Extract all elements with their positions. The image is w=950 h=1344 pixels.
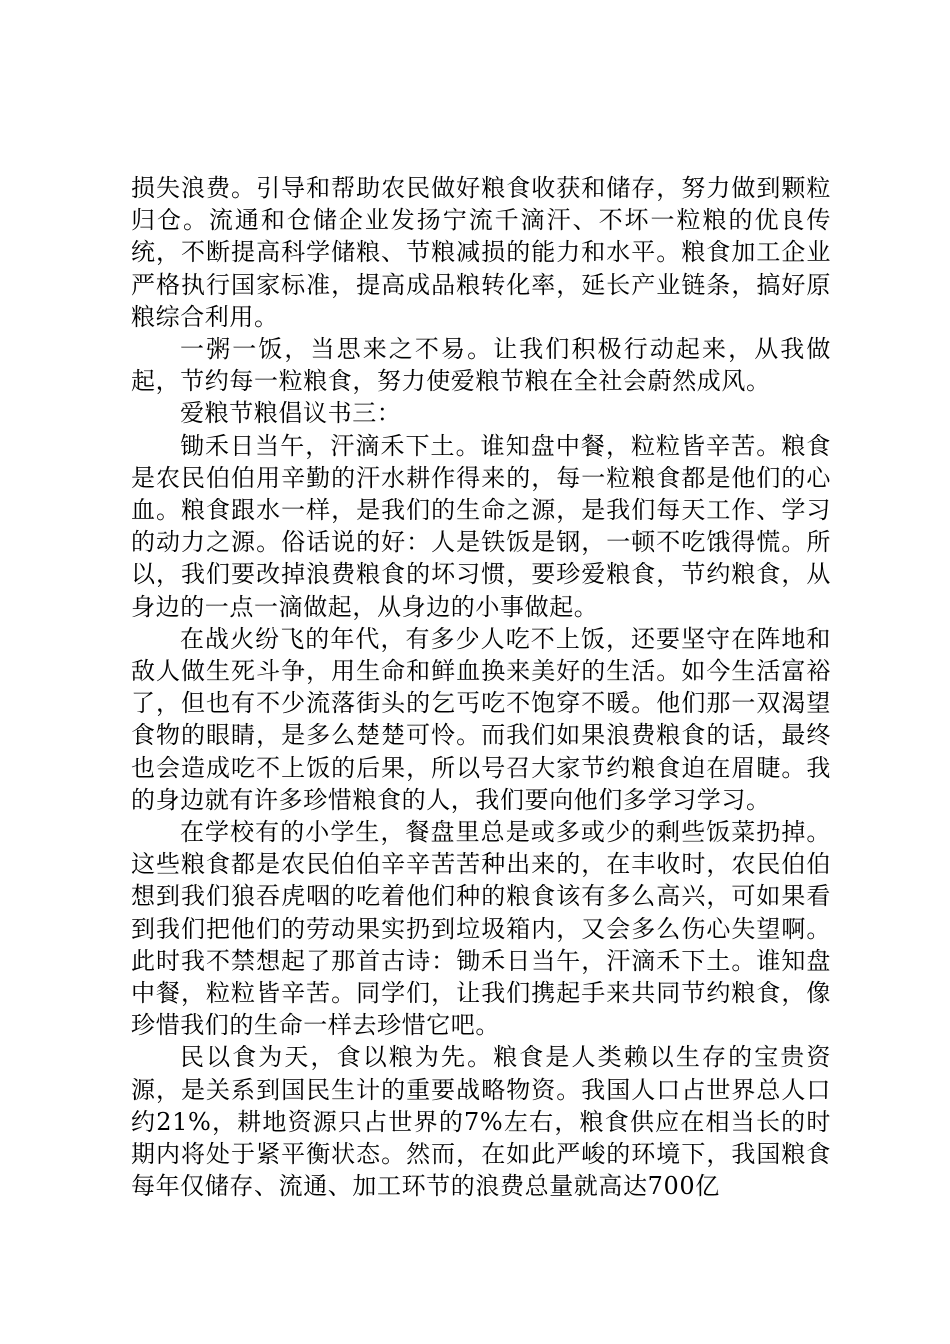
paragraph-school: 在学校有的小学生，餐盘里总是或多或少的剩些饭菜扔掉。这些粮食都是农民伯伯辛辛苦苦种出来的，在丰收时，农民伯伯想到我们狼吞虎咽的吃着他们种的粮食该有多么高兴，可如果看到我们把他们的劳动果实扔到垃圾箱内，又会多么伤心失望啊。此时我不禁想起了那首古诗：锄禾日当午，汗滴禾下土。谁知盘中餐，粒粒皆辛苦。同学们，让我们携起手来共同节约粮食，像珍惜我们的生命一样去珍惜它吧。 <box>131 818 831 1040</box>
document-page <box>131 172 831 1203</box>
paragraph-poem-intro: 锄禾日当午，汗滴禾下土。谁知盘中餐，粒粒皆辛苦。粮食是农民伯伯用辛勤的汗水耕作得来的，每一粒粮食都是他们的心血。粮食跟水一样，是我们的生命之源，是我们每天工作、学习的动力之源。俗话说的好：人是铁饭是钢，一顿不吃饿得慌。所以，我们要改掉浪费粮食的坏习惯，要珍爱粮食，节约粮食，从身边的一点一滴做起，从身边的小事做起。 <box>131 431 831 621</box>
paragraph-continuation: 损失浪费。引导和帮助农民做好粮食收获和储存，努力做到颗粒归仓。流通和仓储企业发扬宁流千滴汗、不坏一粒粮的优良传统，不断提高科学储粮、节粮减损的能力和水平。粮食加工企业严格执行国家标准，提高成品粮转化率，延长产业链条，搞好原粮综合利用。 <box>131 174 831 331</box>
section-heading: 爱粮节粮倡议书三： <box>180 399 402 428</box>
paragraph-call-to-action: 一粥一饭，当思来之不易。让我们积极行动起来，从我做起，节约每一粒粮食，努力使爱粮节粮在全社会蔚然成风。 <box>131 335 831 396</box>
paragraph-war-era: 在战火纷飞的年代，有多少人吃不上饭，还要坚守在阵地和敌人做生死斗争，用生命和鲜血换来美好的生活。如今生活富裕了，但也有不少流落街头的乞丐吃不饱穿不暖。他们那一双渴望食物的眼睛，是多么楚楚可怜。而我们如果浪费粮食的话，最终也会造成吃不上饭的后果，所以号召大家节约粮食迫在眉睫。我的身边就有许多珍惜粮食的人，我们要向他们多学习学习。 <box>131 624 831 814</box>
paragraph-statistics: 民以食为天，食以粮为先。粮食是人类赖以生存的宝贵资源，是关系到国民生计的重要战略物资。我国人口占世界总人口约21%，耕地资源只占世界的7%左右，粮食供应在相当长的时期内将处于紧平衡状态。然而，在如此严峻的环境下，我国粮食每年仅储存、流通、加工环节的浪费总量就高达700亿 <box>131 1043 831 1201</box>
